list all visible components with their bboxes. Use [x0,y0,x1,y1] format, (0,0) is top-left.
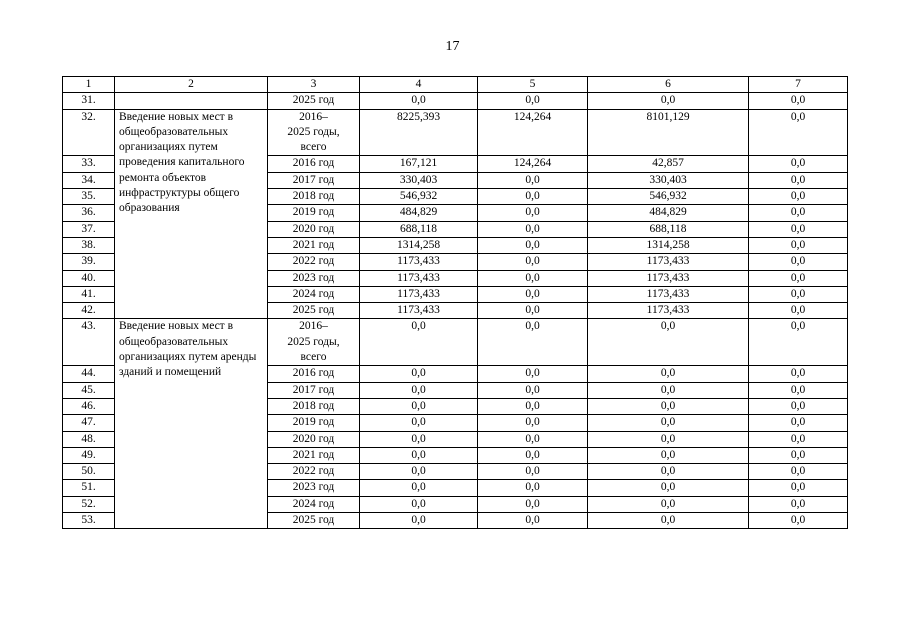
row-number-cell: 32. [63,109,115,156]
value-cell-col6: 0,0 [588,415,749,431]
row-number-cell: 38. [63,237,115,253]
value-cell-col5: 0,0 [478,93,588,109]
table-row [63,93,848,109]
value-cell-col4: 8225,393 [360,109,478,156]
description-cell [115,93,268,109]
value-cell-col4: 0,0 [360,496,478,512]
row-number-cell: 45. [63,382,115,398]
value-cell-col7: 0,0 [749,221,848,237]
row-number-cell: 52. [63,496,115,512]
value-cell-col5: 0,0 [478,431,588,447]
value-cell-col7: 0,0 [749,398,848,414]
period-cell: 2016 год [268,366,360,382]
period-cell: 2017 год [268,172,360,188]
value-cell-col5: 0,0 [478,237,588,253]
period-cell: 2024 год [268,286,360,302]
header-cell: 2 [115,77,268,93]
table-row [63,109,848,156]
value-cell-col7: 0,0 [749,286,848,302]
value-cell-col7: 0,0 [749,382,848,398]
value-cell-col5: 124,264 [478,156,588,172]
value-cell-col6: 1173,433 [588,254,749,270]
value-cell-col5: 0,0 [478,270,588,286]
row-number-cell: 33. [63,156,115,172]
header-cell: 5 [478,77,588,93]
header-cell: 3 [268,77,360,93]
value-cell-col5: 0,0 [478,172,588,188]
value-cell-col5: 0,0 [478,189,588,205]
value-cell-col7: 0,0 [749,431,848,447]
value-cell-col5: 0,0 [478,464,588,480]
row-number-cell: 51. [63,480,115,496]
value-cell-col4: 1314,258 [360,237,478,253]
value-cell-col4: 0,0 [360,513,478,529]
period-cell: 2018 год [268,189,360,205]
value-cell-col7: 0,0 [749,189,848,205]
value-cell-col5: 0,0 [478,254,588,270]
value-cell-col4: 0,0 [360,464,478,480]
row-number-cell: 31. [63,93,115,109]
value-cell-col6: 0,0 [588,366,749,382]
value-cell-col6: 0,0 [588,464,749,480]
value-cell-col6: 1314,258 [588,237,749,253]
value-cell-col7: 0,0 [749,415,848,431]
value-cell-col5: 0,0 [478,398,588,414]
value-cell-col7: 0,0 [749,366,848,382]
header-cell: 1 [63,77,115,93]
row-number-cell: 41. [63,286,115,302]
period-cell: 2024 год [268,496,360,512]
row-number-cell: 43. [63,319,115,366]
row-number-cell: 40. [63,270,115,286]
row-number-cell: 46. [63,398,115,414]
value-cell-col7: 0,0 [749,156,848,172]
value-cell-col7: 0,0 [749,303,848,319]
period-cell: 2019 год [268,205,360,221]
value-cell-col6: 0,0 [588,447,749,463]
row-number-cell: 49. [63,447,115,463]
value-cell-col6: 330,403 [588,172,749,188]
value-cell-col7: 0,0 [749,513,848,529]
value-cell-col6: 0,0 [588,480,749,496]
value-cell-col7: 0,0 [749,480,848,496]
value-cell-col4: 688,118 [360,221,478,237]
value-cell-col4: 0,0 [360,366,478,382]
value-cell-col6: 1173,433 [588,286,749,302]
period-cell: 2020 год [268,431,360,447]
value-cell-col6: 1173,433 [588,303,749,319]
value-cell-col7: 0,0 [749,93,848,109]
value-cell-col5: 0,0 [478,513,588,529]
description-cell: Введение новых мест в общеобразовательных организациях путем проведения капитального ремонта объектов инфраструктуры общего образования [115,109,268,319]
row-number-cell: 44. [63,366,115,382]
value-cell-col5: 0,0 [478,319,588,366]
value-cell-col6: 1173,433 [588,270,749,286]
header-row [63,77,848,93]
period-cell: 2025 год [268,93,360,109]
header-cell: 7 [749,77,848,93]
value-cell-col4: 0,0 [360,431,478,447]
value-cell-col6: 0,0 [588,513,749,529]
value-cell-col5: 0,0 [478,496,588,512]
value-cell-col6: 42,857 [588,156,749,172]
value-cell-col4: 330,403 [360,172,478,188]
period-cell: 2019 год [268,415,360,431]
period-cell: 2023 год [268,270,360,286]
header-cell: 6 [588,77,749,93]
period-cell: 2018 год [268,398,360,414]
period-cell: 2022 год [268,464,360,480]
table-row [63,319,848,366]
value-cell-col7: 0,0 [749,109,848,156]
value-cell-col4: 1173,433 [360,254,478,270]
period-cell: 2022 год [268,254,360,270]
value-cell-col5: 0,0 [478,303,588,319]
period-cell: 2021 год [268,447,360,463]
value-cell-col6: 0,0 [588,496,749,512]
period-cell: 2016 год [268,156,360,172]
value-cell-col5: 0,0 [478,480,588,496]
value-cell-col4: 0,0 [360,398,478,414]
row-number-cell: 36. [63,205,115,221]
header-cell: 4 [360,77,478,93]
description-cell: Введение новых мест в общеобразовательных организациях путем аренды зданий и помещений [115,319,268,529]
value-cell-col4: 0,0 [360,93,478,109]
value-cell-col6: 0,0 [588,431,749,447]
period-cell: 2025 год [268,303,360,319]
period-cell: 2016– 2025 годы, всего [268,319,360,366]
value-cell-col5: 0,0 [478,447,588,463]
row-number-cell: 53. [63,513,115,529]
value-cell-col6: 0,0 [588,319,749,366]
value-cell-col7: 0,0 [749,237,848,253]
row-number-cell: 50. [63,464,115,480]
value-cell-col4: 0,0 [360,382,478,398]
value-cell-col4: 0,0 [360,319,478,366]
value-cell-col7: 0,0 [749,496,848,512]
row-number-cell: 35. [63,189,115,205]
value-cell-col4: 0,0 [360,480,478,496]
period-cell: 2025 год [268,513,360,529]
value-cell-col5: 124,264 [478,109,588,156]
period-cell: 2017 год [268,382,360,398]
row-number-cell: 37. [63,221,115,237]
value-cell-col6: 546,932 [588,189,749,205]
value-cell-col7: 0,0 [749,270,848,286]
value-cell-col5: 0,0 [478,286,588,302]
value-cell-col4: 0,0 [360,415,478,431]
period-cell: 2016– 2025 годы, всего [268,109,360,156]
value-cell-col6: 0,0 [588,93,749,109]
value-cell-col7: 0,0 [749,447,848,463]
data-table [62,76,848,529]
value-cell-col7: 0,0 [749,319,848,366]
row-number-cell: 42. [63,303,115,319]
page-number: 17 [445,39,460,54]
value-cell-col5: 0,0 [478,221,588,237]
period-cell: 2020 год [268,221,360,237]
value-cell-col7: 0,0 [749,254,848,270]
period-cell: 2023 год [268,480,360,496]
row-number-cell: 47. [63,415,115,431]
value-cell-col6: 8101,129 [588,109,749,156]
value-cell-col6: 0,0 [588,398,749,414]
value-cell-col4: 167,121 [360,156,478,172]
row-number-cell: 39. [63,254,115,270]
value-cell-col6: 484,829 [588,205,749,221]
row-number-cell: 48. [63,431,115,447]
value-cell-col7: 0,0 [749,172,848,188]
value-cell-col4: 484,829 [360,205,478,221]
value-cell-col4: 546,932 [360,189,478,205]
value-cell-col5: 0,0 [478,366,588,382]
value-cell-col5: 0,0 [478,382,588,398]
value-cell-col6: 0,0 [588,382,749,398]
value-cell-col4: 1173,433 [360,303,478,319]
value-cell-col6: 688,118 [588,221,749,237]
value-cell-col7: 0,0 [749,205,848,221]
row-number-cell: 34. [63,172,115,188]
value-cell-col4: 1173,433 [360,286,478,302]
value-cell-col5: 0,0 [478,205,588,221]
period-cell: 2021 год [268,237,360,253]
value-cell-col7: 0,0 [749,464,848,480]
value-cell-col4: 0,0 [360,447,478,463]
value-cell-col4: 1173,433 [360,270,478,286]
value-cell-col5: 0,0 [478,415,588,431]
